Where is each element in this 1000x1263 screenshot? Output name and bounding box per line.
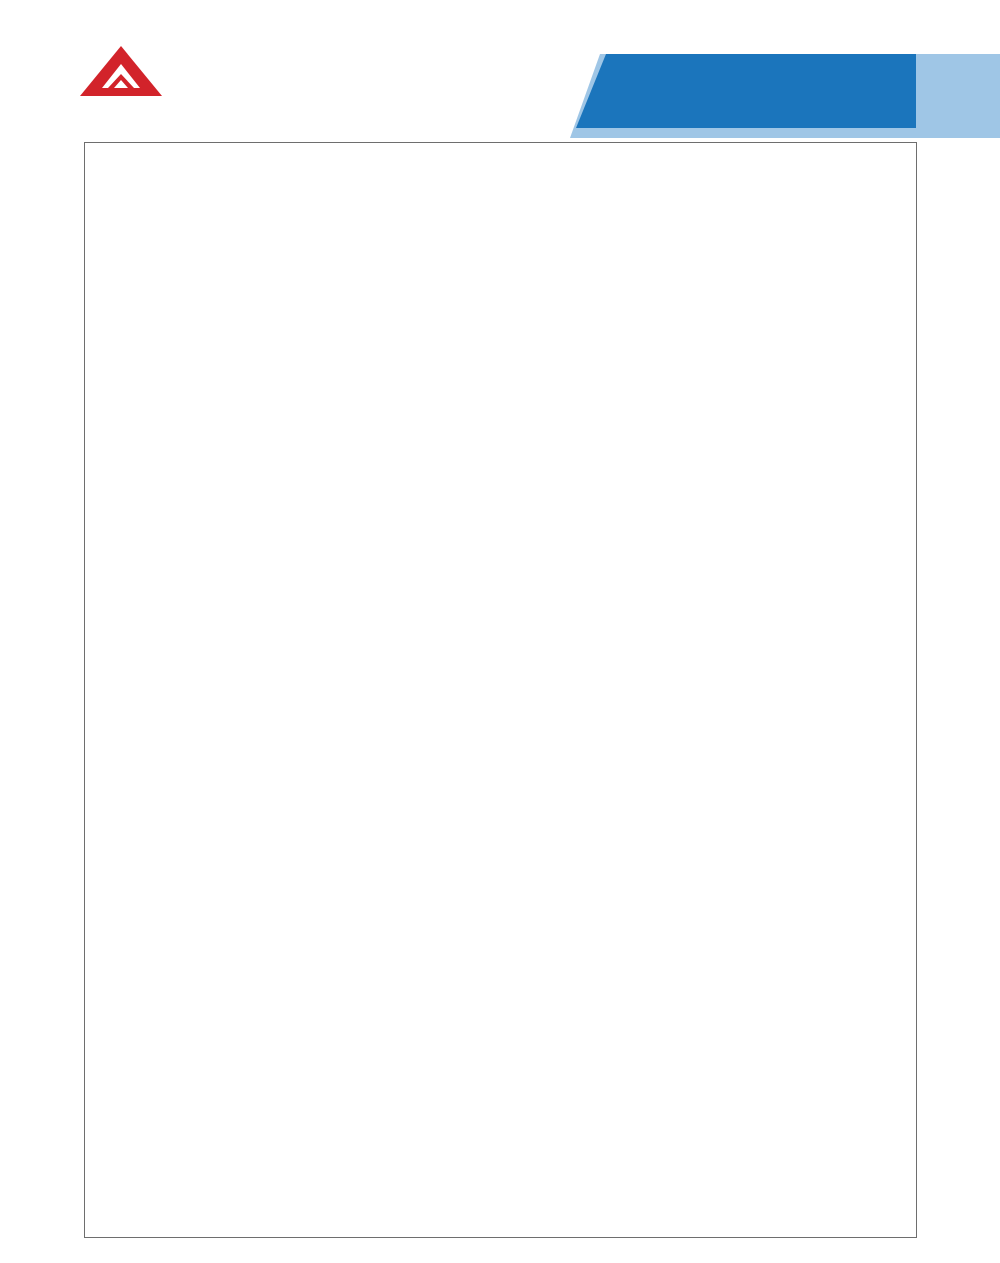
title-banner [570,54,1000,138]
profile-table [84,142,917,1238]
company-logo-icon [78,44,164,98]
